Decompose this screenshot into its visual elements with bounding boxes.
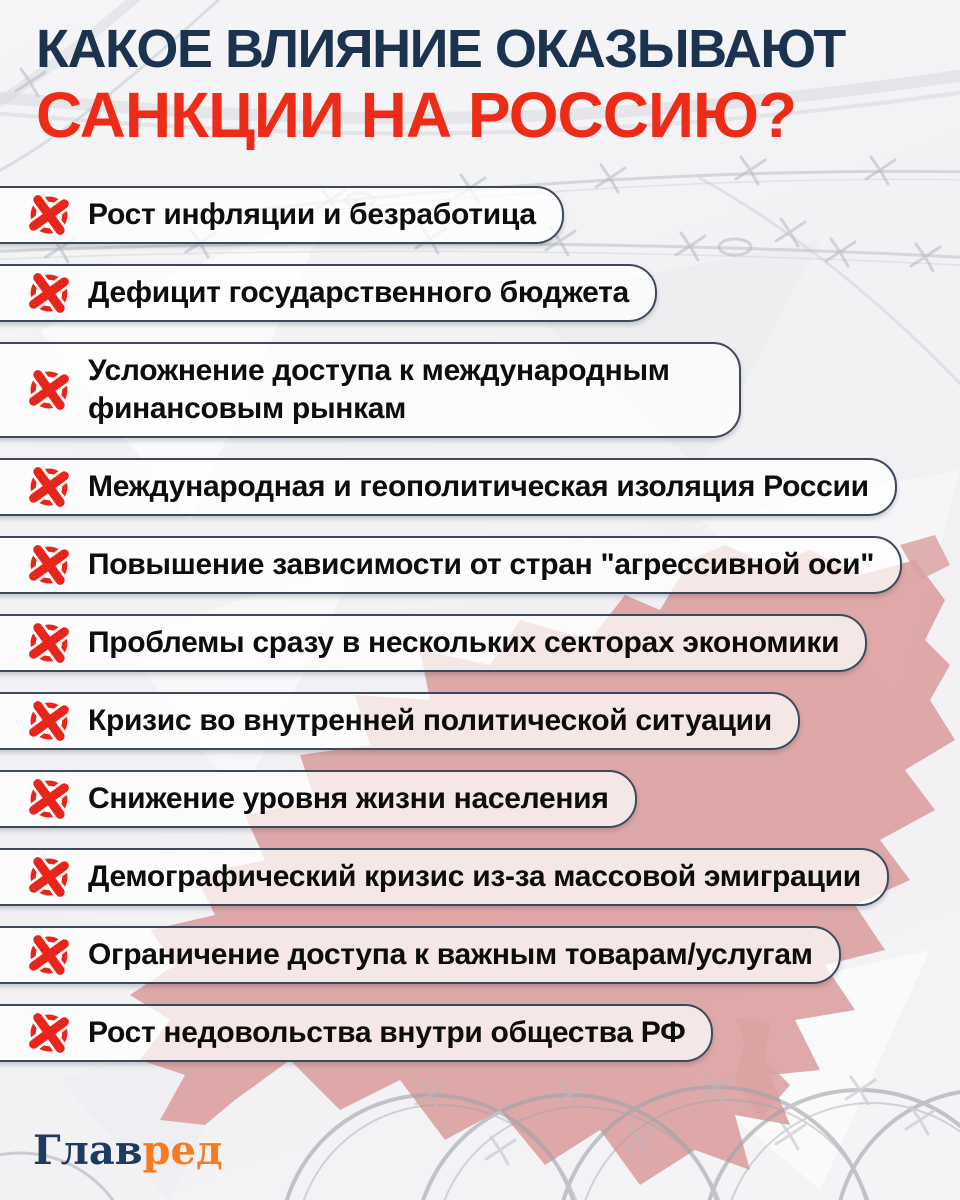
page-title (0, 0, 960, 150)
list-item-label: Усложнение доступа к международным финансовым рынкам (88, 354, 670, 425)
list-item-label: Рост недовольства внутри общества РФ (88, 1016, 686, 1049)
crossed-circle-icon (26, 776, 72, 822)
list-item-label: Ограничение доступа к важным товарам/услугам (88, 938, 813, 971)
list-item (0, 926, 841, 984)
crossed-circle-icon (26, 192, 72, 238)
list-item (0, 186, 564, 244)
list-item (0, 692, 800, 750)
list-item (0, 1004, 713, 1062)
crossed-circle-icon (26, 698, 72, 744)
title-line-1: КАКОЕ ВЛИЯНИЕ ОКАЗЫВАЮТ (36, 19, 845, 79)
list-item-label: Дефицит государственного бюджета (88, 276, 629, 309)
list-item-label: Международная и геополитическая изоляция России (88, 470, 869, 503)
sanction-effects-list (0, 186, 960, 1062)
crossed-circle-icon (26, 1010, 72, 1056)
crossed-circle-icon (26, 542, 72, 588)
crossed-circle-icon (26, 464, 72, 510)
glavred-logo (33, 1127, 223, 1174)
list-item-label: Проблемы сразу в нескольких секторах экономики (88, 626, 840, 659)
crossed-circle-icon (26, 367, 72, 413)
list-item (0, 342, 741, 438)
glavred-logo-part1: Глав (33, 1127, 143, 1174)
list-item-label: Демографический кризис из-за массовой эмиграции (88, 860, 861, 893)
list-item (0, 770, 637, 828)
crossed-circle-icon (26, 620, 72, 666)
list-item-label: Рост инфляции и безработица (88, 198, 536, 231)
list-item (0, 264, 657, 322)
list-item-label: Снижение уровня жизни населения (88, 782, 609, 815)
list-item (0, 848, 889, 906)
list-item-label: Кризис во внутренней политической ситуации (88, 704, 772, 737)
list-item (0, 614, 867, 672)
crossed-circle-icon (26, 854, 72, 900)
glavred-logo-part2: ред (142, 1127, 223, 1174)
title-line-2: САНКЦИИ НА РОССИЮ? (36, 79, 797, 151)
crossed-circle-icon (26, 270, 72, 316)
list-item (0, 536, 902, 594)
crossed-circle-icon (26, 932, 72, 978)
list-item (0, 458, 897, 516)
list-item-label: Повышение зависимости от стран "агрессивной оси" (88, 548, 875, 581)
